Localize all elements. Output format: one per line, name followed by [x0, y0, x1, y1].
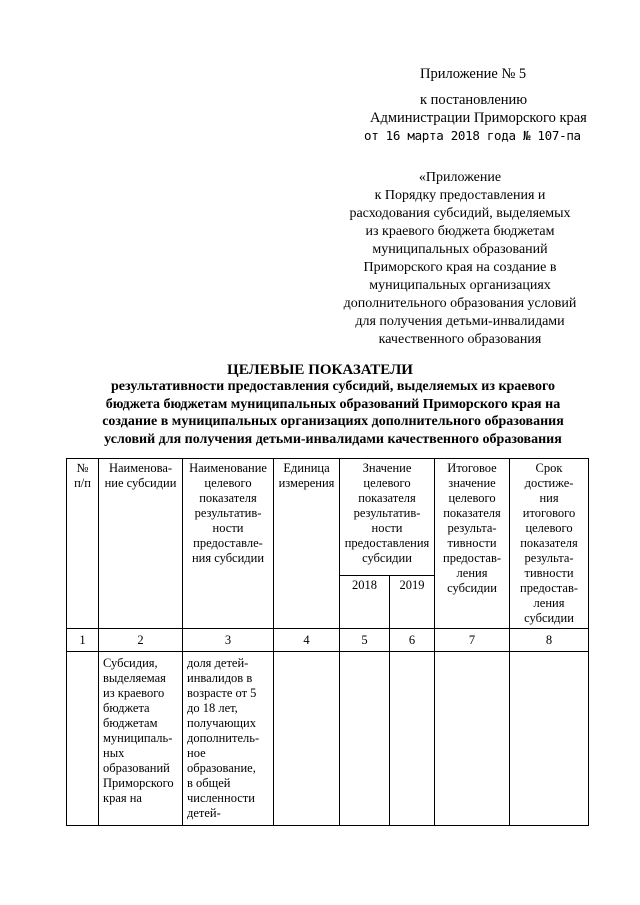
- quoted-appendix-line: качественного образования: [378, 332, 542, 347]
- final-value-cell: [435, 652, 510, 826]
- quoted-appendix-line: для получения детьми-инвалидами: [355, 314, 565, 329]
- header-number-text: № п/п: [74, 461, 91, 490]
- quoted-appendix-line: расходования субсидий, выделяемых: [349, 206, 571, 221]
- document-subtitle: [58, 378, 608, 448]
- header-indicator-value: Значение целевого показателя результатив- ности предоставления субсидии: [340, 459, 435, 576]
- subtitle-line: результативности предоставления субсидий, выделяемых из краевого: [111, 379, 555, 394]
- column-number: 4: [274, 629, 340, 652]
- column-number: 6: [390, 629, 435, 652]
- table-row: [67, 652, 589, 826]
- deadline-cell: [510, 652, 589, 826]
- value-2018-cell: [340, 652, 390, 826]
- document-title: ЦЕЛЕВЫЕ ПОКАЗАТЕЛИ: [227, 362, 413, 378]
- unit-cell: [274, 652, 340, 826]
- value-2019-cell: [390, 652, 435, 826]
- appendix-number: Приложение № 5: [420, 66, 527, 82]
- subtitle-line: бюджета бюджетам муниципальных образований Приморского края на: [105, 396, 561, 412]
- quoted-appendix-line: «Приложение: [418, 170, 502, 185]
- header-unit: Единица измерения: [274, 459, 340, 629]
- header-number: [67, 459, 99, 629]
- quoted-appendix-line: к Порядку предоставления и: [374, 188, 546, 203]
- subtitle-line: условий для получения детьми-инвалидами качественного образования: [104, 431, 562, 447]
- quoted-appendix-line: из краевого бюджета бюджетам: [365, 224, 555, 239]
- subtitle-line: создание в муниципальных организациях дополнительного образования: [102, 414, 564, 429]
- header-deadline: Срок достиже- ния итогового целевого показателя результа- тивности предостав- ления субсидии: [510, 459, 589, 629]
- header-year-2018: 2018: [340, 576, 390, 629]
- subsidy-name-cell: Субсидия, выделяемая из краевого бюджета бюджетам муниципаль- ных образований Приморского края на: [99, 652, 183, 826]
- table-column-numbers-row: [67, 629, 589, 652]
- header-final-value: Итоговое значение целевого показателя результа- тивности предостав- ления субсидии: [435, 459, 510, 629]
- appendix-resolution-ref: к постановлению: [420, 92, 528, 108]
- header-indicator-name: Наименование целевого показателя результатив- ности предоставле- ния субсидии: [183, 459, 274, 629]
- indicator-name-cell: доля детей- инвалидов в возрасте от 5 до 18 лет, получающих дополнитель- ное образование, в общей численности детей-: [183, 652, 274, 826]
- header-year-2019: 2019: [390, 576, 435, 629]
- column-number: 8: [510, 629, 589, 652]
- column-number: 3: [183, 629, 274, 652]
- column-number: 7: [435, 629, 510, 652]
- column-number: 2: [99, 629, 183, 652]
- table-header-row: [67, 459, 589, 576]
- indicators-table: [66, 458, 589, 826]
- quoted-appendix-line: муниципальных организациях: [369, 278, 551, 293]
- quoted-appendix-line: Приморского края на создание в: [363, 260, 557, 275]
- appendix-administration: Администрации Приморского края: [370, 110, 587, 126]
- quoted-appendix-line: муниципальных образований: [372, 242, 548, 257]
- appendix-date-number: от 16 марта 2018 года № 107-па: [364, 128, 581, 143]
- column-number: 1: [67, 629, 99, 652]
- row-number-cell: [67, 652, 99, 826]
- column-number: 5: [340, 629, 390, 652]
- header-subsidy-name: Наименова- ние субсидии: [99, 459, 183, 629]
- quoted-appendix-line: дополнительного образования условий: [343, 296, 577, 311]
